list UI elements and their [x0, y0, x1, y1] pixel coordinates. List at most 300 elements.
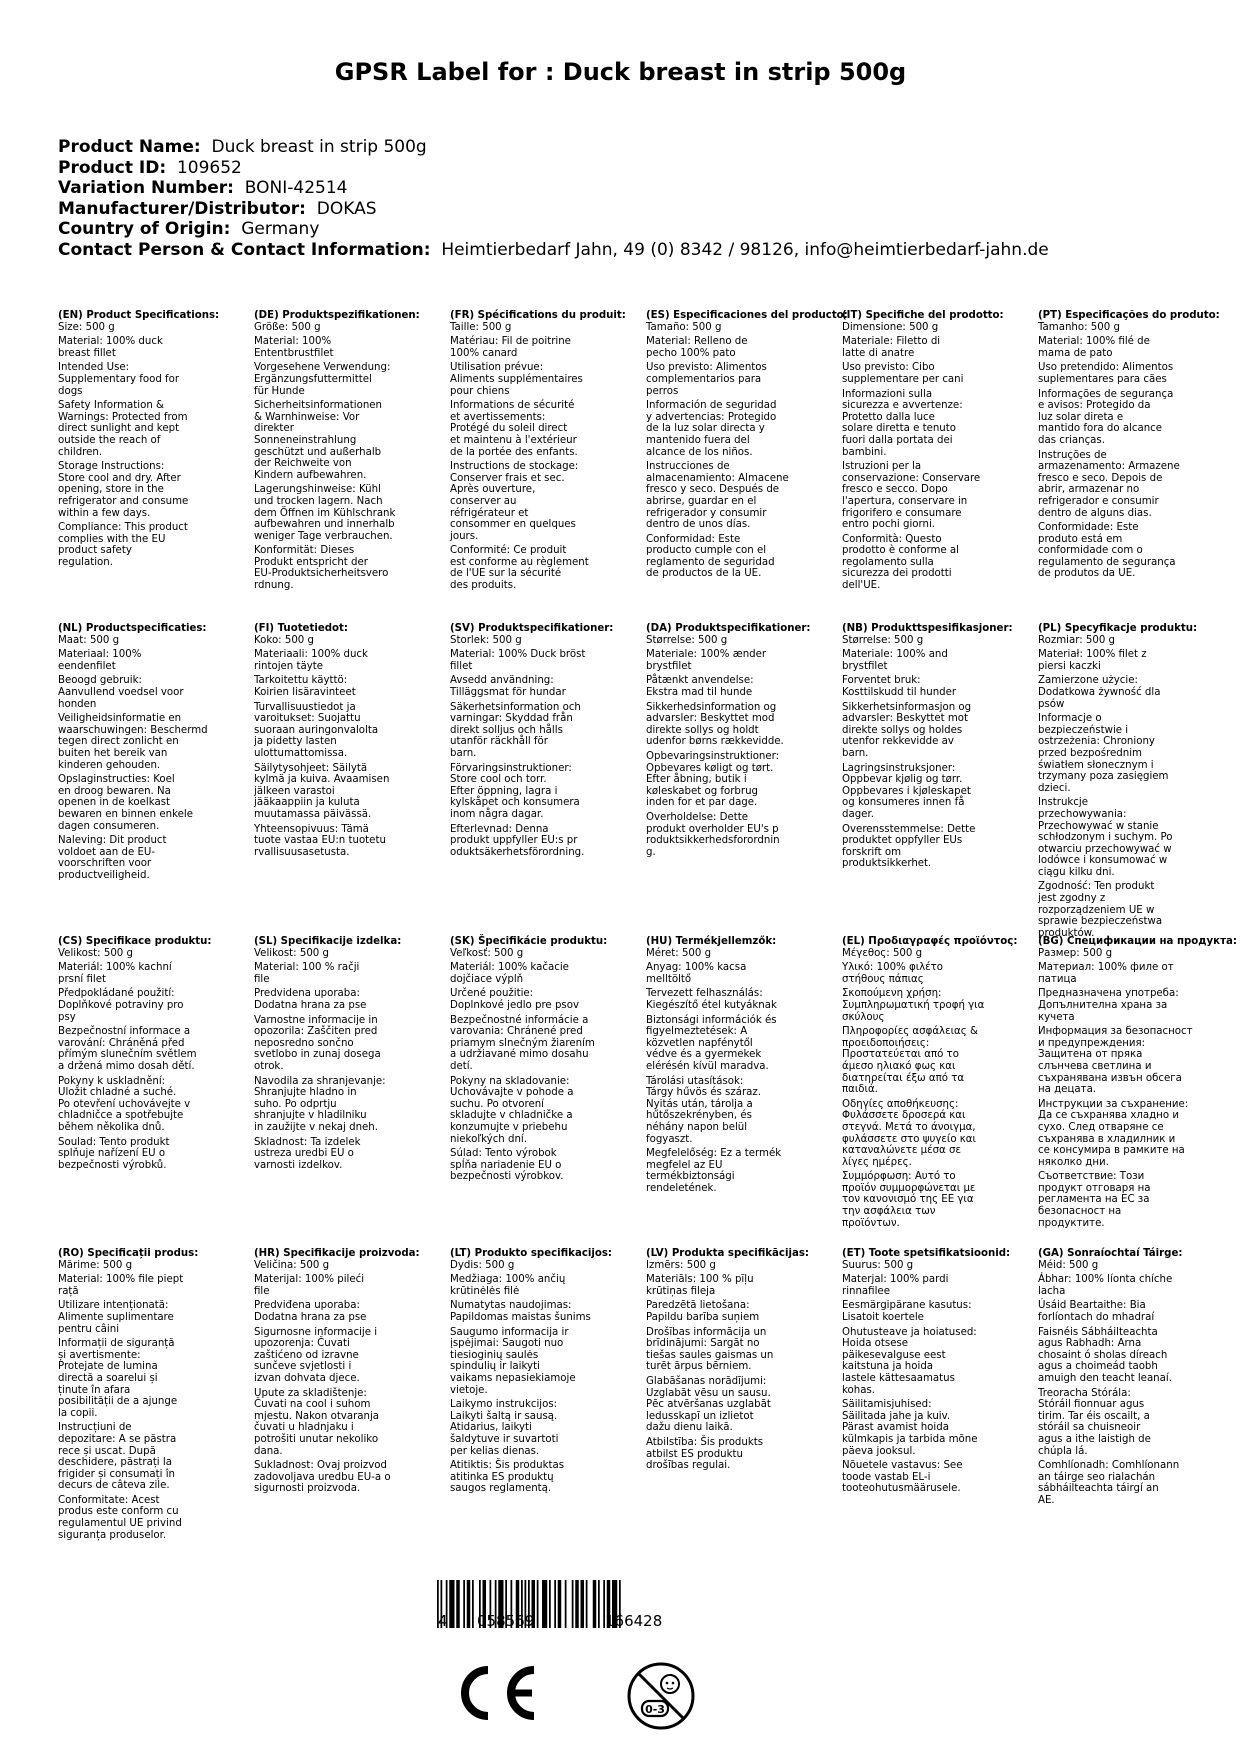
spec-line: produto está em — [1038, 533, 1123, 545]
spec-line: kohas. — [842, 1384, 876, 1396]
spec-line: φυλάσσετε στο ψυγείο και — [842, 1133, 976, 1145]
spec-line: vietoje. — [450, 1384, 488, 1396]
spec-block — [842, 310, 1032, 592]
spec-line: Pärast avamist hoida — [842, 1422, 949, 1434]
spec-line: Safety Information & — [58, 400, 164, 412]
spec-line: advarsler: Beskyttet mod — [646, 713, 775, 725]
spec-block — [1038, 623, 1228, 939]
spec-line: την ασφάλεια των — [842, 1206, 936, 1218]
spec-line: fogyaszt. — [646, 1133, 693, 1145]
spec-line: λίγες ημέρες. — [842, 1156, 912, 1168]
spec-line: προϊόν συμμορφώνεται με — [842, 1182, 976, 1194]
spec-block — [1038, 1248, 1228, 1506]
spec-line: Efter öppning, lagra i — [450, 785, 558, 797]
spec-line: fresco e secco. Dopo — [842, 484, 948, 496]
spec-line: pentru câini — [58, 1323, 120, 1335]
spec-line: Materijal: 100% pileći — [254, 1274, 365, 1286]
spec-block-heading: (RO) Specificații produs: — [58, 1248, 199, 1259]
spec-line: jääkaappiin ja kuluta — [254, 797, 360, 809]
spec-line: de la luz solar directa y — [646, 423, 765, 435]
spec-line: file — [254, 1285, 270, 1297]
spec-block-heading: (DA) Produktspecifikationer: — [646, 623, 811, 634]
spec-line: Material: Relleno de — [646, 336, 748, 348]
spec-line: безопасност на — [1038, 1206, 1122, 1218]
spec-line: Predvidena uporaba: — [254, 988, 360, 1000]
spec-line: der Reichweite von — [254, 458, 352, 470]
spec-line: Předpokládané použití: — [58, 988, 175, 1000]
spec-line: σκύλους — [842, 1011, 885, 1023]
spec-line: dagen consumeren. — [58, 820, 160, 832]
spec-line: Материал: 100% филе от — [1038, 962, 1174, 974]
spec-line: 100% canard — [450, 347, 518, 359]
spec-line: productveiligheid. — [58, 869, 150, 881]
spec-line: fillet — [450, 660, 473, 672]
spec-line: voorschriften voor — [58, 858, 152, 870]
spec-line: Förvaringsinstruktioner: — [450, 762, 572, 774]
spec-line: aufbewahren und innerhalb — [254, 519, 395, 531]
spec-line: Tarkoitettu käyttö: — [254, 675, 348, 687]
spec-line: utenfor rekkevidde av — [842, 736, 954, 748]
spec-line: Conformitate: Acest — [58, 1494, 160, 1506]
barcode-bar — [463, 1580, 465, 1628]
spec-block-heading: (LT) Produkto specifikacijos: — [450, 1248, 612, 1259]
spec-line: rvallisuusasetusta. — [254, 846, 350, 858]
spec-line: Προστατεύεται από το — [842, 1049, 959, 1061]
spec-line: néhány napon belül — [646, 1121, 748, 1133]
spec-line: Rozmiar: 500 g — [1038, 634, 1116, 646]
spec-line: rdnung. — [254, 580, 294, 592]
spec-line: Maat: 500 g — [58, 634, 120, 646]
spec-block — [1038, 936, 1237, 1229]
spec-line: Да се съхранява хладно и — [1038, 1110, 1179, 1122]
spec-line: psów — [1038, 698, 1065, 710]
spec-line: Shranjujte hladno in — [254, 1087, 357, 1099]
spec-line: Medžiaga: 100% ančių — [450, 1274, 566, 1286]
spec-line: Velikost: 500 g — [254, 947, 329, 959]
spec-block — [646, 1248, 836, 1472]
spec-block-heading: (NB) Produkttspesifikasjoner: — [842, 623, 1013, 634]
spec-line: στεγνά. Μετά το άνοιγμα, — [842, 1121, 976, 1133]
spec-line: Οδηγίες αποθήκευσης: — [842, 1098, 959, 1110]
spec-line: Tilläggsmat för hundar — [450, 686, 566, 698]
spec-line: barn. — [842, 747, 869, 759]
spec-line: dažu dienu laikā. — [646, 1422, 733, 1434]
spec-line: mantenido fuera del — [646, 434, 750, 446]
spec-line: Protetto dalla luce — [842, 411, 935, 423]
spec-line: psy — [58, 1011, 76, 1023]
spec-line: regolamento sulla — [842, 556, 934, 568]
spec-line: zadovoljava uredbu EU-a o — [254, 1471, 391, 1483]
spec-line: rendeletének. — [646, 1182, 717, 1194]
spec-line: Съответствие: Този — [1038, 1171, 1145, 1183]
spec-line: Pokyny na skladovanie: — [450, 1075, 570, 1087]
spec-line: światłem słonecznym i — [1038, 759, 1154, 771]
spec-line: Alimente suplimentare — [58, 1311, 174, 1323]
spec-line: Supplementary food for — [58, 373, 180, 385]
spec-line: tegen direct zonlicht en — [58, 736, 179, 748]
spec-line: Pokyny k uskladnění: — [58, 1075, 166, 1087]
spec-line: atitinka ES produktų — [450, 1471, 554, 1483]
spec-line: figyelmeztetések: A — [646, 1026, 748, 1038]
spec-line: pour chiens — [450, 385, 510, 397]
spec-line: Material: 100% file piept — [58, 1274, 184, 1286]
spec-line: Materiał: 100% filet z — [1038, 649, 1147, 661]
spec-line: Turvallisuustiedot ja — [254, 701, 356, 713]
spec-line: neposredno sončno — [254, 1037, 354, 1049]
spec-line: Utilisation prévue: — [450, 362, 544, 374]
spec-line: Paredzētā lietošana: — [646, 1300, 750, 1312]
spec-line: Matériau: Fil de poitrine — [450, 336, 571, 348]
spec-line: άμεσο ηλιακό φως και — [842, 1060, 956, 1072]
barcode-bar — [581, 1580, 585, 1628]
spec-block — [254, 310, 444, 592]
spec-line: direkte sollys og holdt — [646, 724, 759, 736]
spec-line: schłodzonym i suchym. Po — [1038, 832, 1173, 844]
spec-line: Hoida otsese — [842, 1338, 909, 1350]
spec-line: conservazione: Conservare — [842, 472, 981, 484]
spec-line: Numatytas naudojimas: — [450, 1300, 572, 1312]
spec-line: fresco e seco. Depois de — [1038, 472, 1163, 484]
spec-line: слънчева светлина и — [1038, 1060, 1152, 1072]
spec-line: Megfelelőség: Ez a termék — [646, 1148, 782, 1160]
spec-line: conformidade com o — [1038, 545, 1143, 557]
spec-line: atbilst ES produktu — [646, 1448, 743, 1460]
spec-line: Sikkerhedsinformation og — [646, 701, 777, 713]
spec-line: Tárolási utasítások: — [646, 1075, 744, 1087]
spec-line: EU-Produktsicherheitsvero — [254, 568, 389, 580]
spec-line: Navodila za shranjevanje: — [254, 1075, 386, 1087]
barcode-bar — [572, 1580, 574, 1628]
spec-line: bewaren en binnen enkele — [58, 808, 193, 820]
spec-line: Tamanho: 500 g — [1038, 321, 1120, 333]
spec-line: children. — [58, 446, 103, 458]
spec-line: within a few days. — [58, 507, 151, 519]
spec-line: jest zgodny z — [1038, 893, 1106, 905]
spec-line: Velikost: 500 g — [58, 947, 133, 959]
spec-line: Suurus: 500 g — [842, 1259, 914, 1271]
spec-line: product safety — [58, 545, 132, 557]
spec-line: Drošības informācija un — [646, 1326, 767, 1338]
spec-line: и предупреждения: — [1038, 1037, 1146, 1049]
spec-line: Forventet bruk: — [842, 675, 921, 687]
spec-block — [842, 1248, 1032, 1495]
spec-line: de produtos da UE. — [1038, 568, 1136, 580]
spec-line: tooteohutusmäärusele. — [842, 1483, 961, 1495]
spec-line: amuigh den teacht leanaí. — [1038, 1372, 1172, 1384]
spec-line: chúpla lá. — [1038, 1445, 1088, 1457]
spec-line: Efter åbning, butik i — [646, 774, 747, 786]
spec-line: παιδιά. — [842, 1084, 878, 1096]
spec-line: forlíontach do mhadraí — [1038, 1311, 1155, 1323]
spec-line: abrir, armazenar no — [1038, 484, 1140, 496]
spec-line: během několika dnů. — [58, 1121, 165, 1133]
spec-line: Dimensione: 500 g — [842, 321, 939, 333]
spec-line: varoitukset: Suojattu — [254, 713, 361, 725]
spec-line: Úsáid Beartaithe: Bia — [1038, 1300, 1146, 1312]
spec-block — [842, 936, 1032, 1229]
spec-line: Material: 100% Duck bröst — [450, 649, 586, 661]
spec-block — [450, 936, 640, 1183]
spec-line: Nõuetele vastavus: See — [842, 1460, 963, 1472]
spec-line: für Hunde — [254, 385, 305, 397]
barcode-digits-left: 058569 — [477, 1612, 535, 1630]
spec-line: Treoracha Stórála: — [1038, 1387, 1131, 1399]
spec-block — [450, 1248, 640, 1495]
barcode-bar — [575, 1580, 579, 1628]
spec-line: køleskabet og forbrug — [646, 785, 758, 797]
spec-line: Material: 100 % račji — [254, 962, 360, 974]
spec-line: krūtinėlės filė — [450, 1285, 520, 1297]
spec-line: ținute în afara — [58, 1384, 131, 1396]
spec-line: frigorifero e consumare — [842, 507, 962, 519]
spec-line: des produits. — [450, 580, 517, 592]
barcode-digits-right: 166428 — [605, 1612, 663, 1630]
spec-line: съхранява в хладилник и — [1038, 1133, 1176, 1145]
spec-line: y advertencias: Protegido — [646, 411, 777, 423]
spec-line: brystfilet — [646, 660, 692, 672]
spec-line: niekoľkých dní. — [450, 1133, 527, 1145]
spec-line: splňuje nařízení EU o — [58, 1148, 166, 1160]
spec-line: outside the reach of — [58, 434, 161, 446]
spec-line: kylskåpet och konsumera — [450, 797, 580, 809]
spec-line: entro pochi giorni. — [842, 519, 936, 531]
spec-block — [450, 623, 640, 858]
spec-line: Papildu barība suņiem — [646, 1311, 760, 1323]
spec-line: piersi kaczki — [1038, 660, 1101, 672]
spec-line: prsní filet — [58, 973, 106, 985]
spec-line: produs este conform cu — [58, 1506, 179, 1518]
spec-line: Materiaal: 100% — [58, 649, 142, 661]
spec-line: per kelias dienas. — [450, 1445, 540, 1457]
spec-line: Naleving: Dit product — [58, 835, 167, 847]
spec-line: upozorenja: Čuvati — [254, 1338, 350, 1350]
spec-line: ustreza uredbi EU o — [254, 1148, 354, 1160]
spec-line: Φυλάσσετε δροσερά και — [842, 1110, 966, 1122]
spec-line: depozitare: A se păstra — [58, 1433, 177, 1445]
spec-line: Ekstra mad til hunde — [646, 686, 753, 698]
spec-line: waarschuwingen: Beschermd — [58, 724, 208, 736]
spec-line: Biztonsági információk és — [646, 1014, 777, 1026]
spec-line: barn. — [450, 747, 477, 759]
spec-line: Aanvullend voedsel voor — [58, 686, 184, 698]
spec-line: Utilizare intenționată: — [58, 1300, 169, 1312]
spec-line: Atitiktis: Šis produktas — [450, 1460, 565, 1472]
spec-line: Informacje o — [1038, 713, 1102, 725]
spec-line: Taille: 500 g — [450, 321, 512, 333]
spec-line: in zaužijte v nekaj dneh. — [254, 1121, 378, 1133]
spec-line: Warnings: Protected from — [58, 411, 188, 423]
spec-line: Πληροφορίες ασφάλειας & — [842, 1026, 978, 1038]
spec-line: lacha — [1038, 1285, 1066, 1297]
spec-line: Nyitás után, tárolja a — [646, 1098, 753, 1110]
info-variation-number: Variation Number: BONI-42514 — [58, 178, 348, 198]
spec-line: Pēc atvēršanas uzglabāt — [646, 1399, 771, 1411]
barcode-digit-prefix: 4 — [438, 1612, 448, 1630]
spec-block-heading: (BG) Спецификации на продукта: — [1038, 936, 1237, 947]
spec-line: Avsedd användning: — [450, 675, 554, 687]
spec-line: Uzglabāt vēsu un sausu. — [646, 1387, 771, 1399]
spec-line: Glabāšanas norādījumi: — [646, 1375, 767, 1387]
spec-line: Aliments supplémentaires — [450, 373, 583, 385]
spec-line: Zgodność: Ten produkt — [1038, 881, 1155, 893]
spec-line: Bezpečnostní informace a — [58, 1026, 191, 1038]
spec-line: Materiaali: 100% duck — [254, 649, 368, 661]
spec-line: ledusskapī un izlietot — [646, 1410, 754, 1422]
barcode-bar — [558, 1580, 562, 1628]
spec-line: agus a choimeád taobh — [1038, 1361, 1158, 1373]
spec-line: weniger Tage verbrauchen. — [254, 530, 393, 542]
spec-line: melltöltő — [646, 973, 692, 985]
spec-line: Materiál: 100% kachní — [58, 962, 172, 974]
spec-line: Materiāls: 100 % pīļu — [646, 1274, 754, 1286]
spec-line: armazenamento: Armazene — [1038, 461, 1180, 473]
spec-line: Kindern aufbewahren. — [254, 469, 367, 481]
spec-line: l'apertura, conservare in — [842, 495, 968, 507]
spec-line: Zamierzone użycie: — [1038, 675, 1138, 687]
spec-block-heading: (ET) Toote spetsifikatsioonid: — [842, 1248, 1011, 1259]
spec-line: inom några dagar. — [450, 808, 544, 820]
spec-line: producto cumple con el — [646, 545, 767, 557]
spec-line: file — [254, 973, 270, 985]
spec-line: przechowywania: — [1038, 808, 1127, 820]
spec-line: Store cool and dry. After — [58, 472, 181, 484]
spec-line: de l'UE sur la sécurité — [450, 568, 562, 580]
spec-line: przed bezpośrednim — [1038, 747, 1142, 759]
spec-line: honden — [58, 698, 97, 710]
spec-line: vaikams nepasiekiamoje — [450, 1372, 576, 1384]
spec-line: suplementares para cães — [1038, 373, 1167, 385]
spec-block-heading: (GA) Sonraíochtaí Táirge: — [1038, 1248, 1183, 1259]
barcode-bar — [593, 1580, 597, 1628]
spec-line: Instructions de stockage: — [450, 461, 579, 473]
spec-line: Uso pretendido: Alimentos — [1038, 362, 1174, 374]
spec-line: Efterlevnad: Denna — [450, 823, 549, 835]
spec-line: Информация за безопасност — [1038, 1026, 1193, 1038]
spec-line: detí. — [450, 1060, 473, 1072]
spec-line: Koirien lisäravinteet — [254, 686, 356, 698]
spec-line: Informations de sécurité — [450, 400, 575, 412]
spec-line: sunčeve svjetlosti i — [254, 1361, 352, 1373]
spec-line: consommer en quelques — [450, 519, 576, 531]
spec-line: de productos de la UE. — [646, 568, 762, 580]
spec-line: Säilitada jahe ja kuiv. — [842, 1410, 951, 1422]
spec-line: direkte sollys og holdes — [842, 724, 963, 736]
spec-line: rață — [58, 1285, 79, 1297]
spec-line: fresco y seco. Después de — [646, 484, 780, 496]
spec-line: Materiale: Filetto di — [842, 336, 941, 348]
spec-line: & Warnhinweise: Vor — [254, 411, 360, 423]
spec-line: dell'UE. — [842, 580, 881, 592]
spec-line: mjestu. Nakon otvaranja — [254, 1410, 380, 1422]
spec-line: direkter — [254, 423, 294, 435]
spec-line: Súlad: Tento výrobok — [450, 1148, 557, 1160]
spec-line: külmkapis ja tarbida mõne — [842, 1433, 978, 1445]
spec-line: eendenfilet — [58, 660, 116, 672]
spec-line: Conformité: Ce produit — [450, 545, 567, 557]
spec-line: Materiale: 100% ænder — [646, 649, 767, 661]
spec-line: Μέγεθος: 500 g — [842, 947, 923, 959]
spec-line: forskrift om — [842, 846, 902, 858]
spec-line: tuote vastaa EU:n tuotetu — [254, 835, 386, 847]
spec-line: Doplňkové potraviny pro — [58, 999, 184, 1011]
spec-line: Tárgy hűvös és száraz. — [646, 1087, 761, 1099]
spec-line: sábháilteachta táirgí an — [1038, 1483, 1159, 1495]
spec-line: sicurezza dei prodotti — [842, 568, 952, 580]
spec-block-heading: (HR) Specifikacije proizvoda: — [254, 1248, 420, 1259]
spec-line: an táirge seo rialachán — [1038, 1471, 1156, 1483]
spec-line: svetlobo in zunaj dosega — [254, 1049, 381, 1061]
spec-line: патица — [1038, 973, 1077, 985]
spec-line: Uložit chladné a suché. — [58, 1087, 177, 1099]
barcode-bar — [565, 1580, 567, 1628]
spec-line: Opslaginstructies: Koel — [58, 774, 175, 786]
spec-line: regulamento de segurança — [1038, 556, 1176, 568]
spec-line: Protejate de lumina — [58, 1361, 158, 1373]
spec-line: Größe: 500 g — [254, 321, 321, 333]
spec-line: rinnafilee — [842, 1285, 890, 1297]
spec-line: en droog bewaren. Na — [58, 785, 171, 797]
spec-line: Lagringsinstruksjoner: — [842, 762, 956, 774]
spec-line: complementarios para — [646, 373, 762, 385]
spec-line: Material: 100% filé de — [1038, 336, 1150, 348]
spec-line: advarsler: Beskyttet mot — [842, 713, 969, 725]
spec-line: megfelel az EU — [646, 1159, 723, 1171]
spec-line: Yhteensopivuus: Tämä — [254, 823, 369, 835]
spec-line: solare diretta e tenuto — [842, 423, 956, 435]
spec-line: zaštićeno od izravne — [254, 1349, 359, 1361]
spec-line: Material: 100% duck — [58, 336, 163, 348]
spec-block-heading: (NL) Productspecificaties: — [58, 623, 207, 634]
spec-line: Opbevares køligt og tørt. — [646, 762, 774, 774]
spec-line: dager. — [842, 808, 874, 820]
spec-line: produkt overholder EU's p — [646, 823, 779, 835]
spec-block-heading: (LV) Produkta specifikācijas: — [646, 1248, 809, 1259]
spec-line: Produkt entspricht der — [254, 556, 368, 568]
spec-line: hűtőszekrényben, és — [646, 1110, 752, 1122]
spec-line: AE. — [1038, 1494, 1055, 1506]
spec-line: luz solar direta e — [1038, 411, 1124, 423]
spec-line: Ergänzungsfuttermittel — [254, 373, 372, 385]
spec-line: Oppbevares i kjøleskapet — [842, 785, 971, 797]
spec-line: Materjal: 100% pardi — [842, 1274, 949, 1286]
info-contact: Contact Person & Contact Information: Heimtierbedarf Jahn, 49 (0) 8342 / 98126, info@heimtierbedarf-jahn.de — [58, 239, 1049, 260]
spec-line: ostrzeżenia: Chroniony — [1038, 736, 1155, 748]
spec-line: Sicherheitsinformationen — [254, 400, 383, 412]
spec-line: mantido fora do alcance — [1038, 423, 1163, 435]
spec-block — [646, 623, 836, 858]
spec-block-heading: (PT) Especificações do produto: — [1038, 310, 1220, 321]
spec-line: priamym slnečným žiarením — [450, 1037, 595, 1049]
spec-line: Konformität: Dieses — [254, 545, 355, 557]
spec-line: Sikkerhetsinformasjon og — [842, 701, 972, 713]
spec-block — [58, 1248, 248, 1541]
spec-line: shranjujte v hladilniku — [254, 1110, 367, 1122]
spec-line: Instrukcje — [1038, 797, 1089, 809]
spec-line: sicurezza e avvertenze: — [842, 400, 963, 412]
spec-line: tirim. Tar éis oscailt, a — [1038, 1410, 1150, 1422]
spec-line: Kosttilskudd til hunder — [842, 686, 957, 698]
spec-line: opozorila: Zaščiten pred — [254, 1026, 378, 1038]
spec-line: Размер: 500 g — [1038, 947, 1113, 959]
spec-line: spĺňa nariadenie EU o — [450, 1159, 562, 1171]
spec-line: Materiale: 100% and — [842, 649, 948, 661]
spec-block-heading: (PL) Specyfikacje produktu: — [1038, 623, 1198, 634]
spec-line: Lagerungshinweise: Kühl — [254, 484, 381, 496]
spec-line: rece și uscat. După — [58, 1445, 156, 1457]
spec-line: spindulių ir laikyti — [450, 1361, 540, 1373]
spec-line: Koko: 500 g — [254, 634, 314, 646]
spec-line: varovania: Chránené pred — [450, 1026, 583, 1038]
